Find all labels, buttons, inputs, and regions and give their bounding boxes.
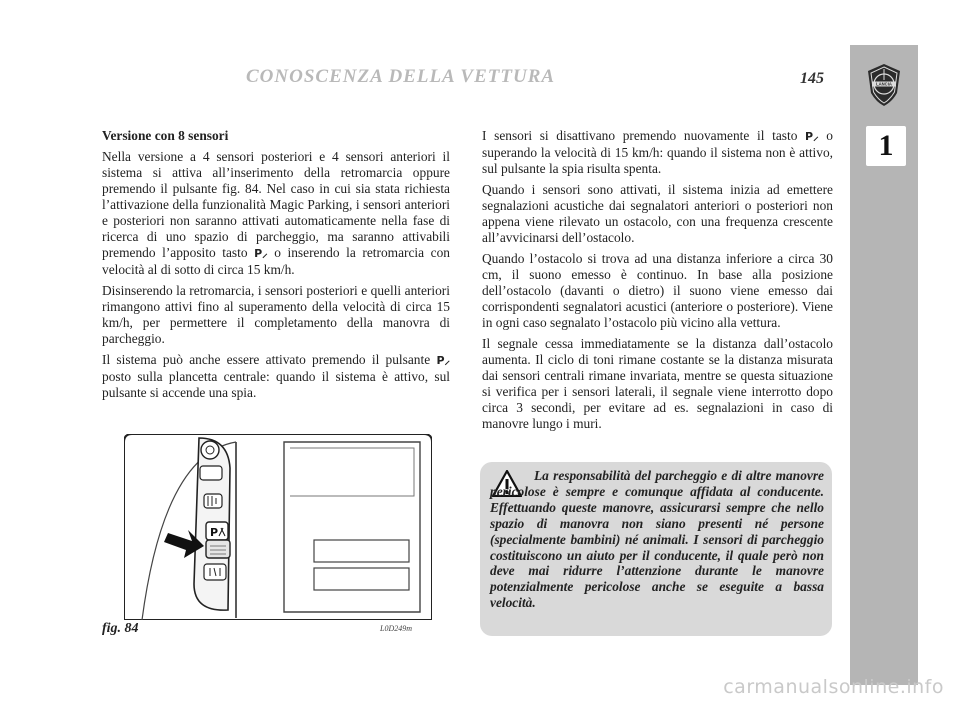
lancia-logo-icon xyxy=(866,63,902,107)
paragraph xyxy=(102,149,450,277)
section-title: Versione con 8 sensori xyxy=(102,128,229,143)
watermark: carmanualsonline.info xyxy=(723,676,944,698)
paragraph-text: posto sulla plancetta centrale: quando il sistema è attivo, sul pulsante si accende una spia. xyxy=(102,369,450,401)
section-header-title: CONOSCENZA DELLA VETTURA xyxy=(246,66,556,87)
right-text-column xyxy=(482,128,833,437)
logo-text: LANCIA xyxy=(876,81,892,87)
figure-caption: fig. 84 xyxy=(102,621,139,636)
figure-code: L0D249m xyxy=(380,624,413,633)
parking-button-label: P xyxy=(210,526,219,539)
page-number: 145 xyxy=(800,70,824,87)
left-text-column xyxy=(102,128,450,407)
page-header xyxy=(0,0,850,120)
chapter-number-tab[interactable]: 1 xyxy=(866,126,906,166)
paragraph-text: o inserendo la retromarcia con velocità al di sotto di circa 15 km/h. xyxy=(102,244,450,277)
warning-box xyxy=(480,462,832,636)
paragraph: Quando l’ostacolo si trova ad una distanza inferiore a circa 30 cm, il suono emesso è continuo. In base alla posizione dell’ostacolo (davanti o dietro) il suono viene emesso dai corrispondenti segnalatori acustici (anteriore o posteriore). Viene in ogni caso segnalato l’ostacolo più vicino alla vettura. xyxy=(482,251,833,330)
paragraph-text: I sensori si disattivano premendo nuovamente il tasto xyxy=(482,128,798,143)
paragraph: Disinserendo la retromarcia, i sensori posteriori e quelli anteriori rimangono attivi fino al superamento della velocità di circa 15 km/h, per permettere il completamento della manovra di parcheggio. xyxy=(102,283,450,346)
paragraph xyxy=(482,128,833,177)
paragraph xyxy=(102,352,450,401)
paragraph-text: Nella versione a 4 sensori posteriori e 4 sensori anteriori il sistema si attiva all’inserimento della retromarcia oppure premendo il pulsante fig. 84. Nel caso in cui sia stata richiesta l’attivazione della funzionalità Magic Parking, i sensori anteriori e posteriori non saranno attivati automaticamente nella fase di ricerca di uno spazio di parcheggio, ma saranno attivabili premendo l’apposito tasto xyxy=(102,149,450,260)
button-stack xyxy=(194,438,230,610)
paragraph-text: Il sistema può anche essere attivato premendo il pulsante xyxy=(102,352,431,368)
parking-sensor-icon: P⸝ xyxy=(254,246,268,260)
warning-text: La responsabilità del parcheggio e di altre manovre pericolose è sempre e comunque affidata al conducente. Effettuando queste manovre, assicurarsi sempre che nello spazio di manovra non siano presenti né persone (specialmente bambini) né animali. I sensori di parcheggio costituiscono un aiuto per il conducente, il quale però non deve mai ridurre l’attenzione durante le manovre potenzialmente pericolose anche se eseguite a bassa velocità. xyxy=(490,468,824,611)
parking-sensor-icon: P⸝ xyxy=(805,130,819,143)
paragraph: Quando i sensori sono attivati, il sistema inizia ad emettere segnalazioni acustiche dai segnalatori anteriori o posteriori non appena viene rilevato un ostacolo, con una frequenza crescente all’avvicinarsi dell’ostacolo. xyxy=(482,182,833,245)
dashboard-button-illustration xyxy=(124,434,432,620)
parking-sensor-icon: P⸝ xyxy=(436,354,450,368)
paragraph-text: o superando la velocità di 15 km/h: quando il sistema non è attivo, sul pulsante la spia risulta spenta. xyxy=(482,128,833,176)
paragraph: Il segnale cessa immediatamente se la distanza dall’ostacolo aumenta. Il ciclo di toni rimane costante se la distanza misurata dai sensori centrali rimane invariata, mentre se questa situazione si verifica per i sensori laterali, il segnale viene interrotto dopo circa 3 secondi, per evitare ad es. segnalazioni in caso di manovre lungo i muri. xyxy=(482,336,833,431)
